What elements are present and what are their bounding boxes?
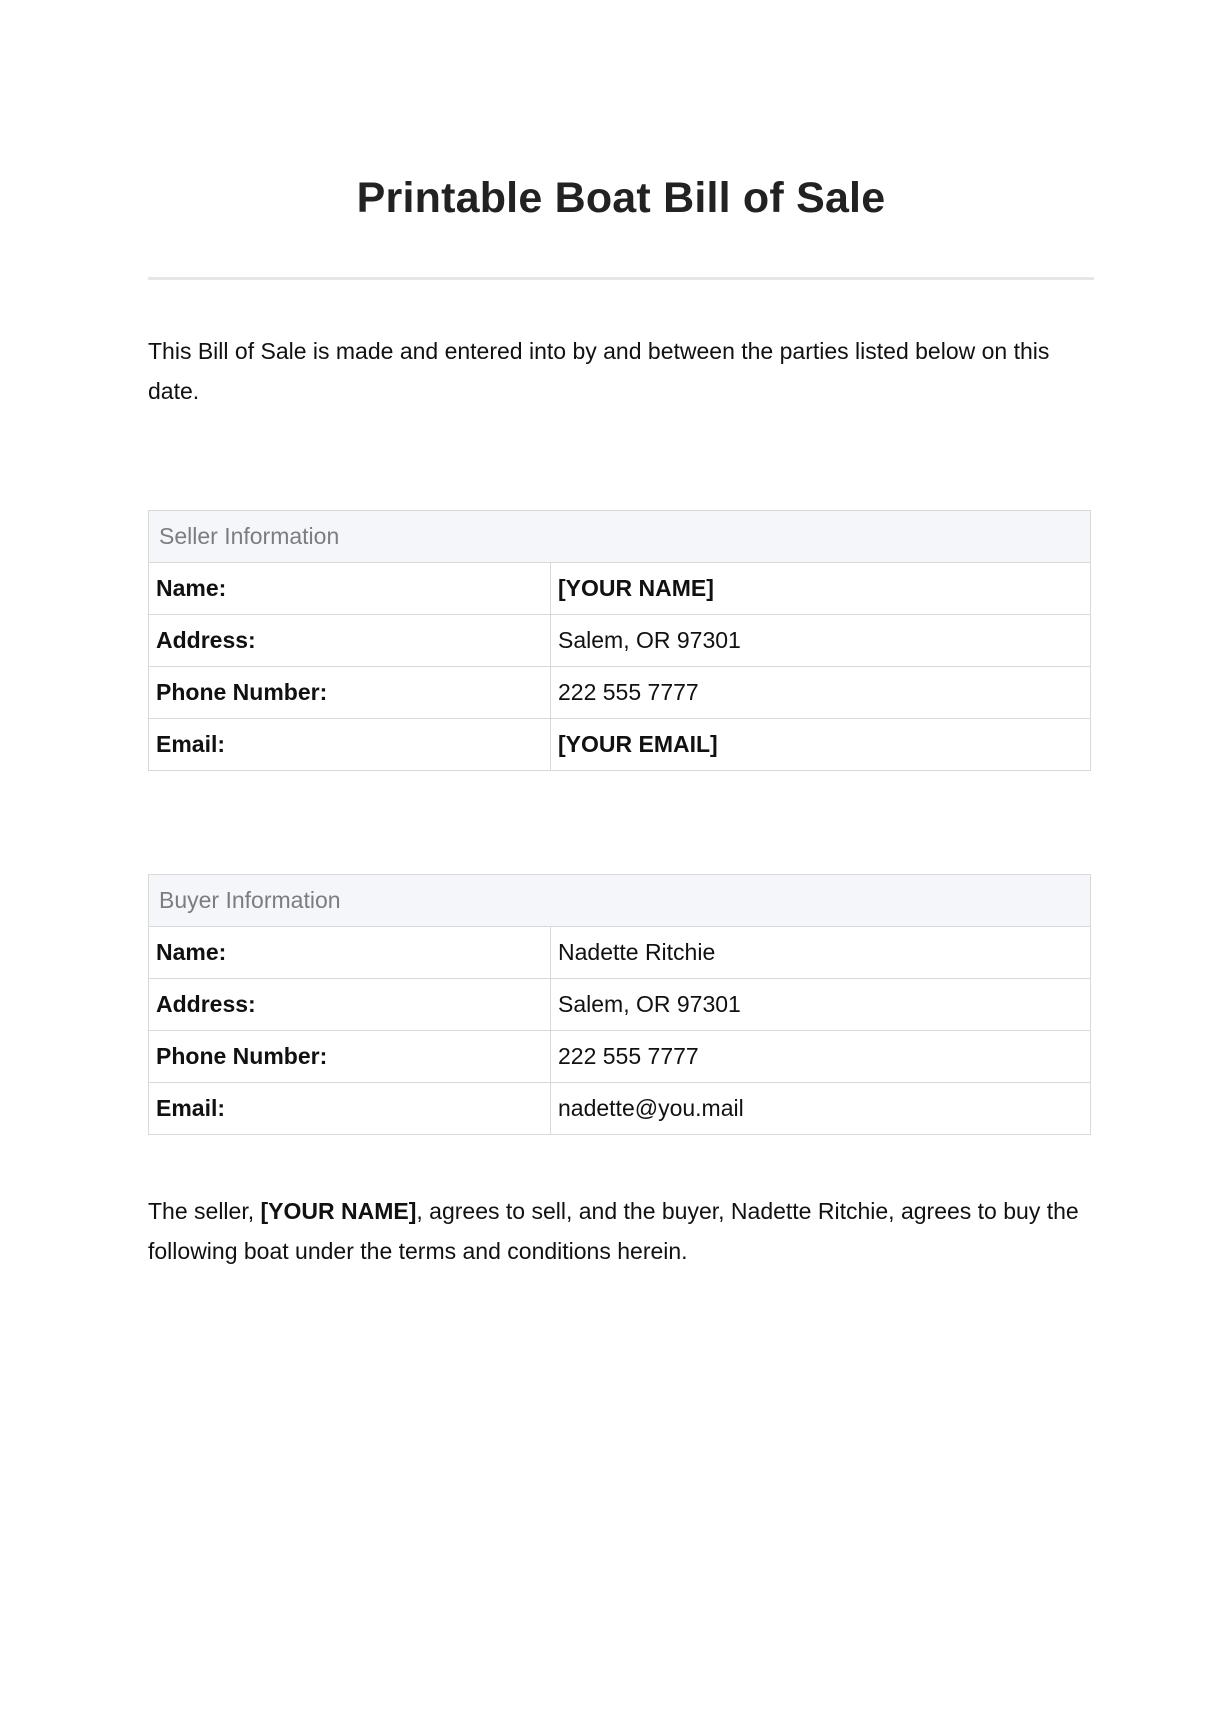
buyer-phone-label: Phone Number: xyxy=(149,1031,551,1083)
table-row xyxy=(149,615,1091,667)
table-row xyxy=(149,719,1091,771)
page-title: Printable Boat Bill of Sale xyxy=(356,174,886,222)
table-row xyxy=(149,1083,1091,1135)
buyer-section-header: Buyer Information xyxy=(149,875,1091,927)
table-header-row xyxy=(149,875,1091,927)
buyer-email-value: nadette@you.mail xyxy=(551,1083,1091,1135)
buyer-address-value: Salem, OR 97301 xyxy=(551,979,1091,1031)
seller-email-label: Email: xyxy=(149,719,551,771)
closing-paragraph xyxy=(148,1191,1094,1271)
closing-seller-name: [YOUR NAME] xyxy=(260,1198,417,1224)
closing-text-end: , agrees to sell, and the buyer, Nadette Ritchie, agrees to buy the following boat under the terms and conditions herein. xyxy=(148,1198,1079,1264)
table-row xyxy=(149,667,1091,719)
table-header-row xyxy=(149,511,1091,563)
table-row xyxy=(149,979,1091,1031)
intro-paragraph: This Bill of Sale is made and entered into by and between the parties listed below on this date. xyxy=(148,338,1050,404)
closing-text-start: The seller, xyxy=(148,1198,261,1224)
buyer-email-label: Email: xyxy=(149,1083,551,1135)
title-divider xyxy=(148,277,1094,280)
seller-phone-label: Phone Number: xyxy=(149,667,551,719)
table-row xyxy=(149,1031,1091,1083)
buyer-name-value: Nadette Ritchie xyxy=(551,927,1091,979)
seller-address-value: Salem, OR 97301 xyxy=(551,615,1091,667)
seller-address-label: Address: xyxy=(149,615,551,667)
seller-name-value: [YOUR NAME] xyxy=(551,563,1091,615)
buyer-address-label: Address: xyxy=(149,979,551,1031)
seller-email-value: [YOUR EMAIL] xyxy=(551,719,1091,771)
seller-information-table xyxy=(148,510,1091,771)
seller-section-header: Seller Information xyxy=(149,511,1091,563)
seller-name-label: Name: xyxy=(149,563,551,615)
buyer-phone-value: 222 555 7777 xyxy=(551,1031,1091,1083)
buyer-name-label: Name: xyxy=(149,927,551,979)
table-row xyxy=(149,563,1091,615)
buyer-information-table xyxy=(148,874,1091,1135)
table-row xyxy=(149,927,1091,979)
seller-phone-value: 222 555 7777 xyxy=(551,667,1091,719)
